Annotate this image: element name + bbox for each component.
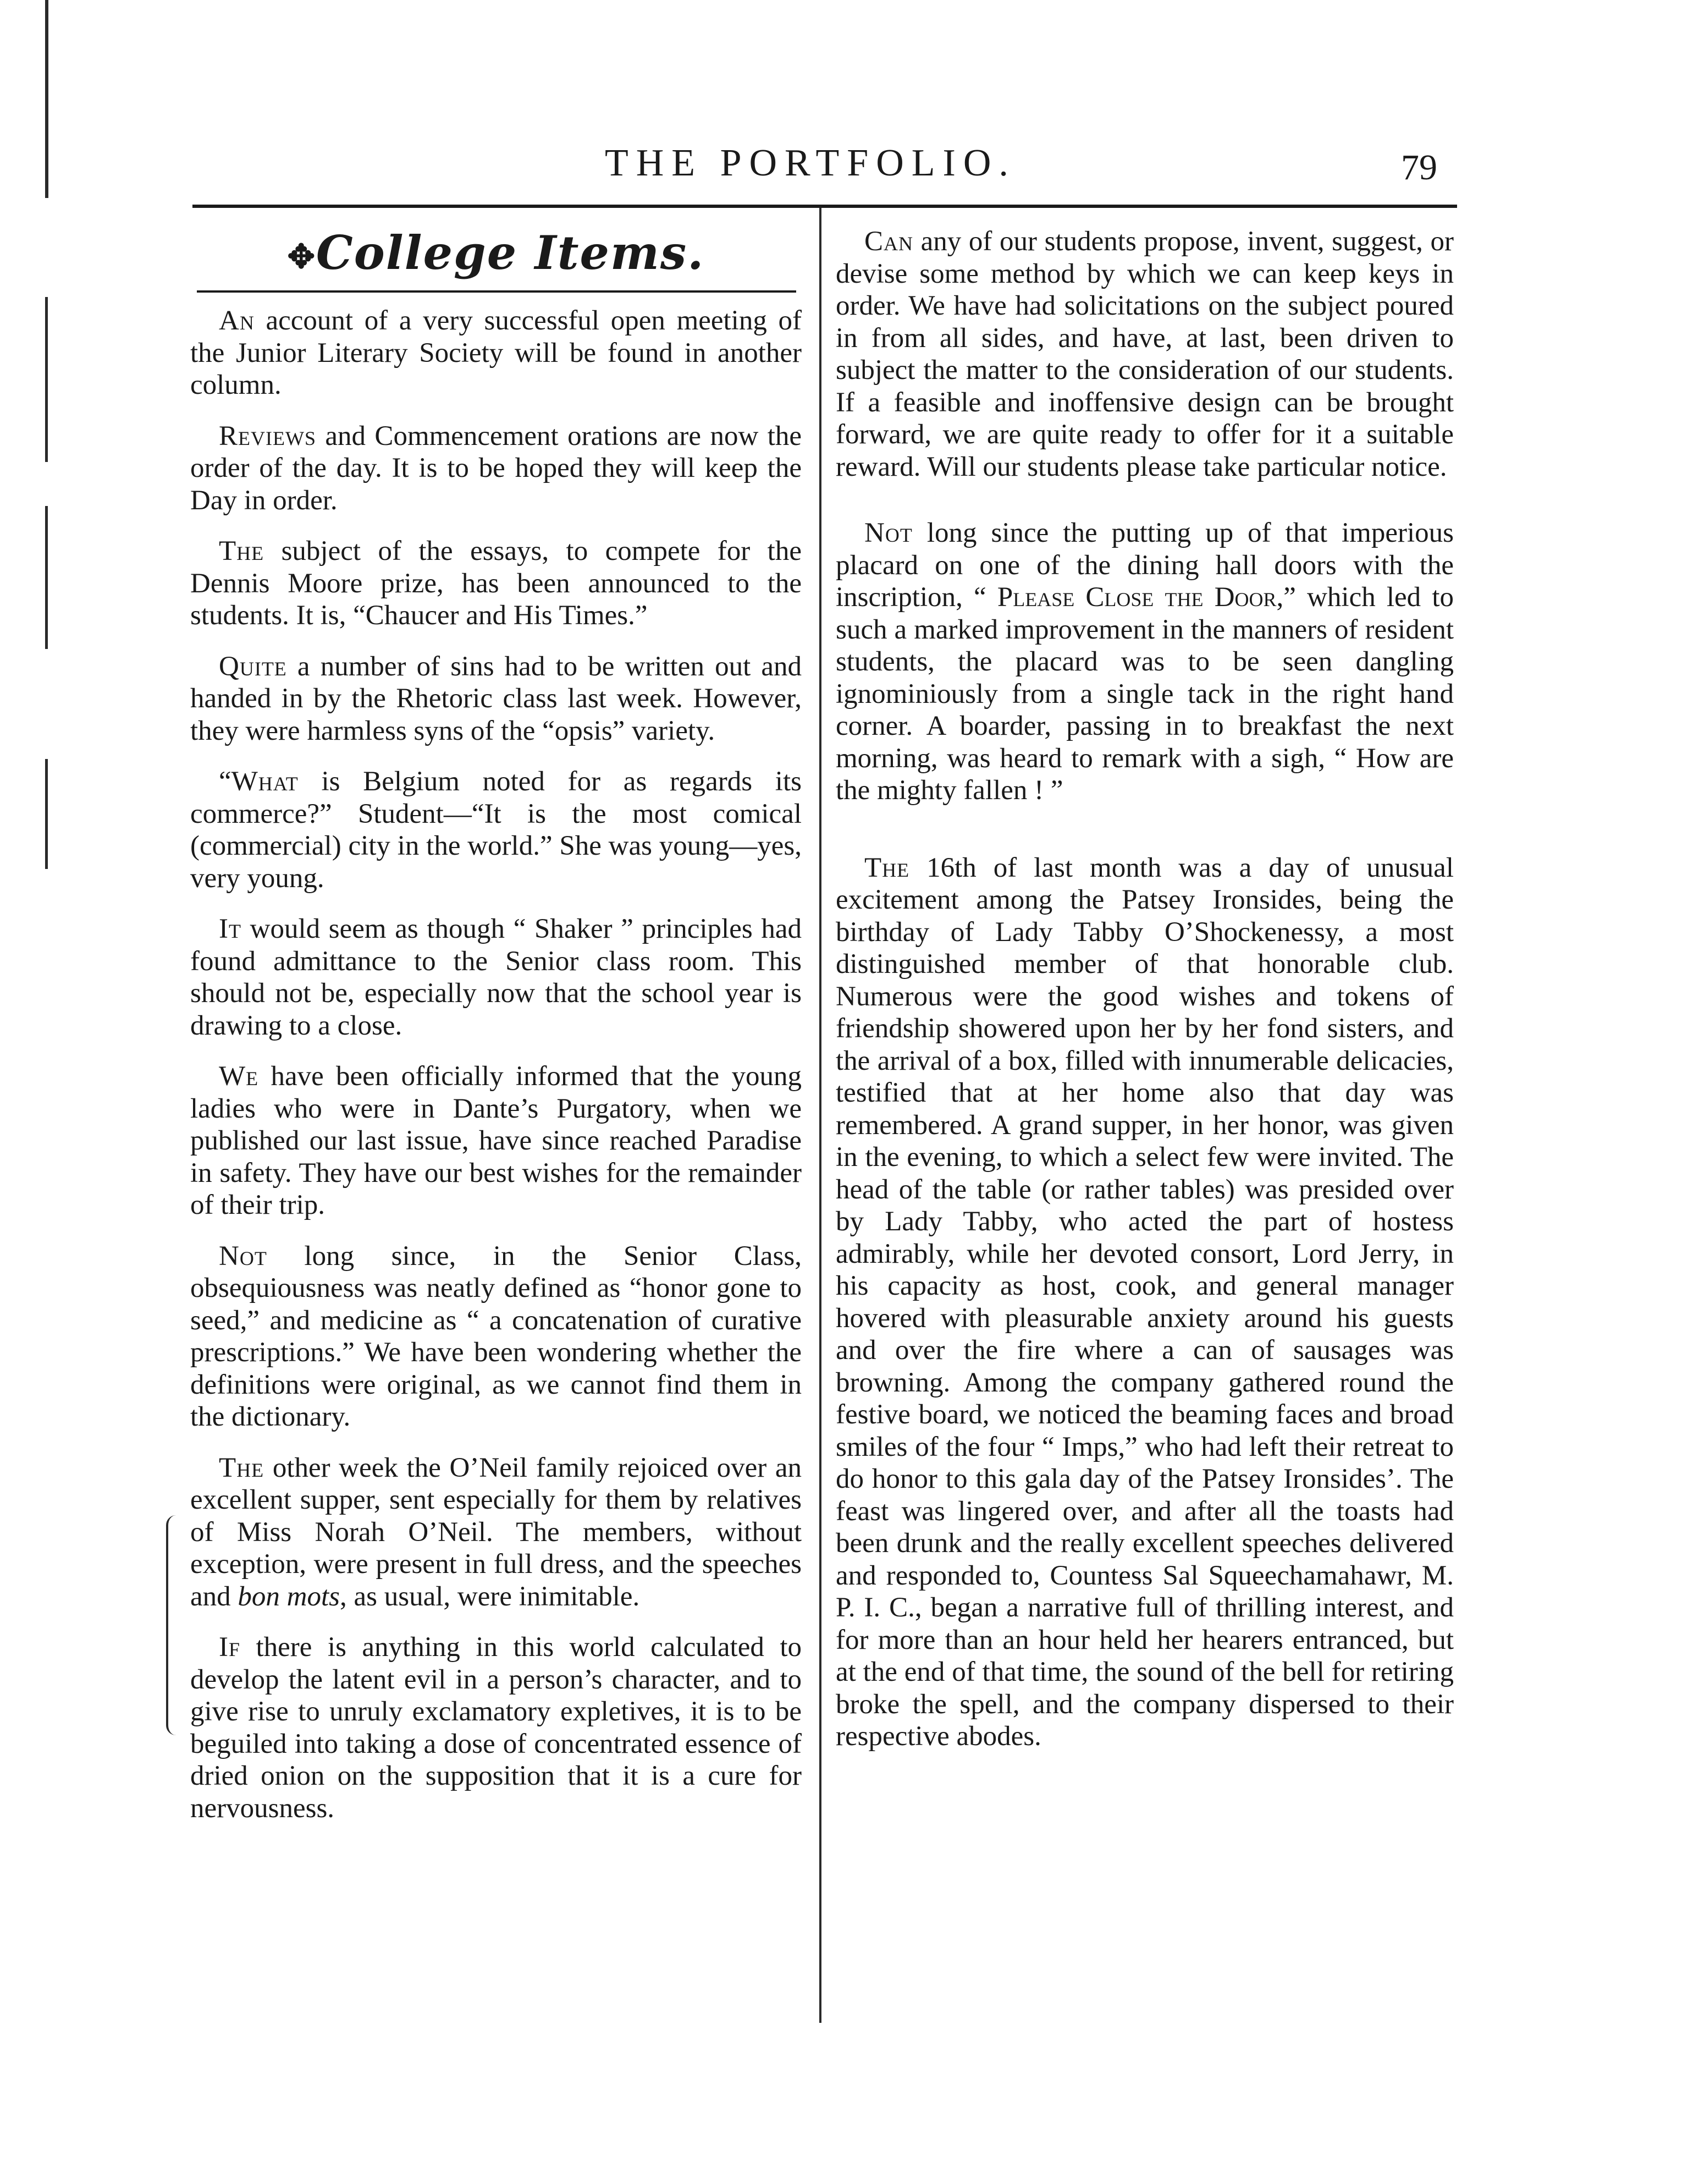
title-rule [197,290,796,293]
section-title [190,225,802,280]
binding-edge-mark [45,759,48,869]
paragraph: Not long since the putting up of that imperious placard on one of the dining hall doors with the inscription, “ Please Close the Door,” which led to such a marked improvement in the manners of resident students, the placard was to be seen dangling ignominiously from a single tack in the right hand corner. A boarder, passing in to breakfast the next morning, was heard to remark with a sigh, “ How are the mighty fallen ! ” [836,518,1454,806]
paragraph: Not long since, in the Senior Class, obsequiousness was neatly defined as “honor gone to seed,” and medicine as “ a concatenation of curative prescriptions.” We have been wondering whether the definitions were original, as we cannot find them in the dictionary. [190,1240,802,1432]
paragraph: Quite a number of sins had to be written out and handed in by the Rhetoric class last week. However, they were harmless syns of the “opsis” variety. [190,651,802,746]
paragraph: The subject of the essays, to compete for the Dennis Moore prize, has been announced to the students. It is, “Chaucer and His Times.” [190,536,802,631]
paragraph: If there is anything in this world calculated to develop the latent evil in a person’s character, and to give rise to unruly exclamatory expletives, it is to be beguiled into taking a dose of concentrated essence of dried onion on the supposition that it is a cure for nervousness. [190,1632,802,1824]
paragraph: It would seem as though “ Shaker ” principles had found admittance to the Senior class room. This should not be, especially now that the school year is drawing to a close. [190,914,802,1041]
binding-edge-mark [45,506,48,649]
left-column [190,225,802,1843]
column-divider [819,208,821,2023]
paragraph: Reviews and Commencement orations are now the order of the day. It is to be hoped they will keep the Day in order. [190,420,802,516]
margin-bracket [166,1515,176,1735]
section-title-text: College Items. [316,225,705,280]
running-head: THE PORTFOLIO. [605,142,1016,184]
binding-edge-mark [45,297,48,462]
paragraph: The other week the O’Neil family rejoiced over an excellent supper, sent especially for them by relatives of Miss Norah O’Neil. The members, without exception, were present in full dress, and the speeches and bon mots, as usual, were inimitable. [190,1452,802,1612]
page-number: 79 [1401,147,1437,188]
ornament-icon: ✥ [287,238,316,276]
binding-edge-mark [45,0,48,198]
paragraph: The 16th of last month was a day of unusual excitement among the Patsey Ironsides, being the birthday of Lady Tabby O’Shockenessy, a most distinguished member of that honorable club. Numerous were the good wishes and tokens of friendship showered upon her by her fond sisters, and the arrival of a box, filled with innumerable delicacies, testified that at her home also that day was remembered. A grand supper, in her honor, was given in the evening, to which a select few were invited. The head of the table (or rather tables) was presided over by Lady Tabby, who acted the part of hostess admirably, while her devoted consort, Lord Jerry, in his capacity as host, cook, and general manager hovered with pleasurable anxiety around his guests and over the fire where a can of sausages was browning. Among the company gathered round the festive board, we noticed the beaming faces and broad smiles of the four “ Imps,” who had left their retreat to do honor to this gala day of the Patsey Ironsides’. The feast was lingered over, and after all the toasts had been drunk and the really excellent speeches delivered and responded to, Countess Sal Squeechamahawr, M. P. I. C., began a narrative full of thrilling interest, and for more than an hour held her hearers entranced, but at the end of that time, the sound of the bell for retiring broke the spell, and the company dispersed to their respective abodes. [836,852,1454,1752]
paragraph: We have been officially informed that the young ladies who were in Dante’s Purgatory, when we published our last issue, have since reached Paradise in safety. They have our best wishes for the remainder of their trip. [190,1061,802,1220]
right-column [836,225,1454,1753]
header-rule [192,205,1457,208]
paragraph: “What is Belgium noted for as regards its commerce?” Student—“It is the most comical (commercial) city in the world.” She was young—yes, very young. [190,766,802,894]
paragraph: Can any of our students propose, invent, suggest, or devise some method by which we can keep keys in order. We have had solicitations on the subject poured in from all sides, and have, at last, been driven to subject the matter to the consideration of our students. If a feasible and inoffensive design can be brought forward, we are quite ready to offer for it a suitable reward. Will our students please take particular notice. [836,226,1454,482]
paragraph: An account of a very successful open meeting of the Junior Literary Society will be found in another column. [190,305,802,400]
